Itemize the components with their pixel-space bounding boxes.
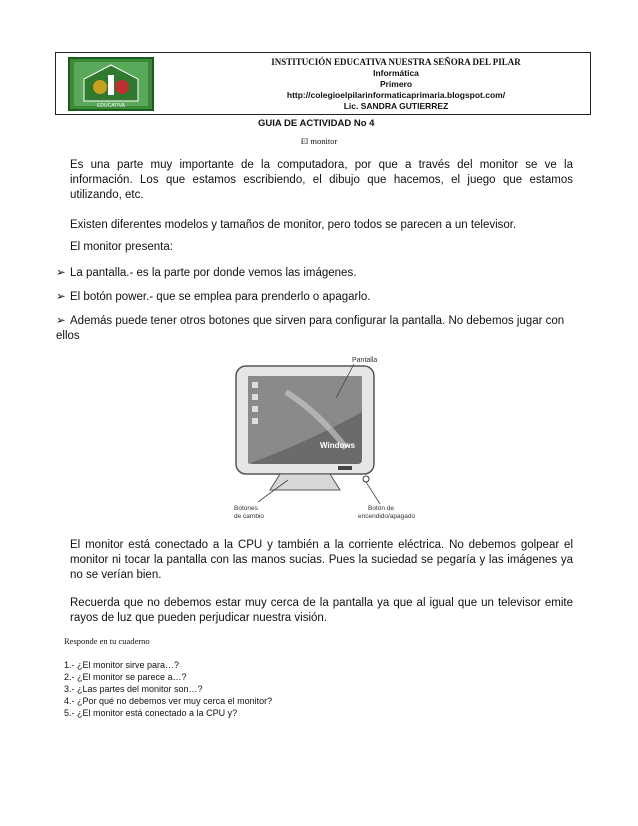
intro-paragraph: Es una parte muy importante de la computadora, por que a través del monitor se ve la información. Los que estamos escribiendo, el dibujo que hacemos, el juego que estamos utilizando, etc. [70,159,573,201]
remember-paragraph: Recuerda que no debemos estar muy cerca de la pantalla ya que al igual que un televisor emite rayos de luz que pueden perjudicar nuestra visión. [70,597,573,624]
school-logo [68,57,154,111]
guide-title: GUIA DE ACTIVIDAD No 4 [258,118,375,129]
svg-text:Pantalla: Pantalla [352,357,378,364]
svg-text:Botones: Botones [234,505,258,512]
arrow-bullet-icon: ➢ [56,291,66,303]
question-item: 2.- ¿El monitor se parece a…? [64,672,187,682]
svg-text:EDUCATIVA: EDUCATIVA [97,103,125,109]
blog-url: http://colegioelpilarinformaticaprimaria.blogspot.com/ [286,90,506,100]
respond-instruction: Responde en tu cuaderno [64,636,150,646]
header-box [55,52,591,115]
arrow-bullet-icon: ➢ [56,315,66,327]
svg-text:Botón de: Botón de [368,505,395,512]
models-paragraph: Existen diferentes modelos y tamaños de monitor, pero todos se parecen a un televisor. [70,219,517,231]
subject: Informática [373,68,419,78]
presents-paragraph: El monitor presenta: [70,241,173,253]
question-item: 3.- ¿Las partes del monitor son…? [64,684,203,694]
teacher: Lic. SANDRA GUTIERREZ [343,101,449,111]
monitor-illustration [228,352,418,522]
svg-text:Windows: Windows [320,441,356,450]
svg-text:de cambio: de cambio [234,513,264,520]
connected-paragraph: El monitor está conectado a la CPU y también a la corriente eléctrica. No debemos golpear el monitor ni tocar la pantalla con las manos sucias. Pues la suciedad se pegaría y las imágenes ya no se verían bien. [70,539,573,581]
question-item: 5.- ¿El monitor está conectado a la CPU y? [64,708,238,718]
topic-title: El monitor [300,136,338,146]
arrow-bullet-icon: ➢ [56,267,66,279]
bullet-item: ➢ La pantalla.- es la parte por donde vemos las imágenes. [56,267,357,279]
grade: Primero [379,79,413,89]
bullet-item: ➢ El botón power.- que se emplea para prenderlo o apagarlo. [56,291,371,303]
question-item: 4.- ¿Por qué no debemos ver muy cerca el monitor? [64,696,273,706]
svg-text:encendido/apagado: encendido/apagado [358,513,416,520]
bullet-item: ➢ Además puede tener otros botones que sirven para configurar la pantalla. No debemos jugar con ellos [56,315,565,342]
question-item: 1.- ¿El monitor sirve para…? [64,660,180,670]
institution-name: INSTITUCIÓN EDUCATIVA NUESTRA SEÑORA DEL PILAR [271,57,521,67]
